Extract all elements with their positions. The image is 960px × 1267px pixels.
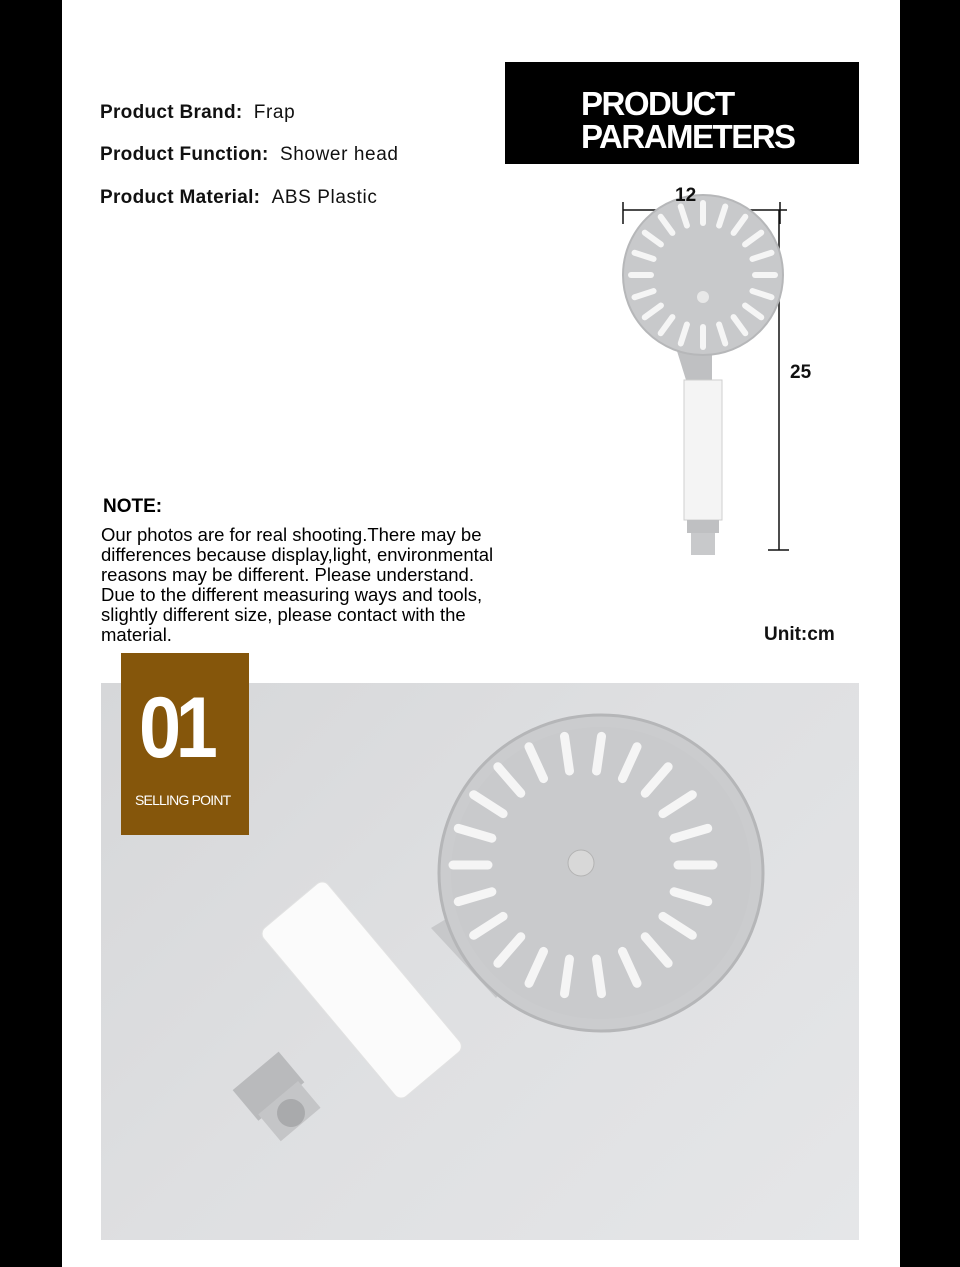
selling-point-label: SELLING POINT xyxy=(135,792,231,808)
spray-slot xyxy=(564,959,569,994)
param-material xyxy=(100,187,377,209)
product-parameters-banner xyxy=(505,62,859,164)
param-function-label: Product Function: xyxy=(100,144,269,165)
spray-slot xyxy=(597,959,602,994)
param-brand-value: Frap xyxy=(253,102,296,123)
param-brand xyxy=(100,102,295,124)
param-material-value: ABS Plastic xyxy=(271,187,378,208)
banner-line-1: PRODUCT xyxy=(581,85,734,122)
param-function-value: Shower head xyxy=(279,144,399,165)
selling-point-badge xyxy=(121,653,249,835)
spray-slot xyxy=(564,736,569,771)
selling-point-number: 01 xyxy=(139,680,213,776)
product-parameters-page xyxy=(62,0,900,1267)
spray-slot xyxy=(597,736,602,771)
banner-line-2: PARAMETERS xyxy=(581,118,795,155)
unit-label: Unit:cm xyxy=(764,624,835,645)
note-title: NOTE: xyxy=(103,496,163,517)
dimension-width: 12 xyxy=(675,185,697,206)
dimension-height: 25 xyxy=(790,362,812,383)
param-function xyxy=(100,144,399,166)
note-text: Our photos are for real shooting.There may be differences because display,light, environmental reasons may be different. Please understand. Due to the different measuring ways and tools, slightly different size, please contact with the material. xyxy=(101,524,494,645)
param-material-label: Product Material: xyxy=(100,187,261,208)
shower-head-diagram-icon xyxy=(602,180,862,580)
param-brand-label: Product Brand: xyxy=(100,102,243,123)
